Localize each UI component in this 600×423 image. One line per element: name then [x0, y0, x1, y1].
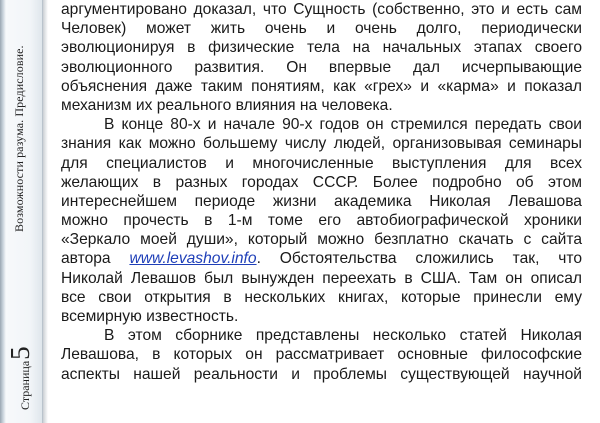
page-word: Страница — [18, 360, 32, 410]
text-line: «Зеркало моей души», который можно безплатно скачать с сайта — [61, 231, 582, 249]
body-text — [61, 0, 582, 384]
text-line-with-link — [61, 249, 582, 268]
text-line: объяснения даже таким понятиям, как «грех» и «карма» и показал — [61, 77, 582, 95]
site-link[interactable]: www.levashov.info — [129, 250, 257, 268]
text-line: Человек) может жить очень и очень долго, периодически — [61, 20, 582, 38]
text-line: желающих в разных городах СССР. Более подробно об этом — [61, 173, 582, 191]
page-number-label — [5, 346, 35, 410]
text-line: эволюционного развития. Он впервые дал исчерпывающие — [61, 58, 582, 76]
page-number: 5 — [5, 346, 35, 360]
text-line: механизм их реального влияния на человека. — [61, 96, 393, 114]
text-line: эволюционируя в физические тела на начальных этапах своего — [61, 39, 582, 57]
running-title: Возможности разума. Предисловие. — [12, 45, 26, 232]
text-line: всемирную известность. — [61, 308, 239, 325]
link-line-before: автора — [61, 250, 111, 268]
text-line: для специалистов и многочисленные выступления для всех — [61, 154, 582, 172]
sidebar-shadow — [43, 0, 48, 423]
text-line: В конце 80-х и начале 90-х годов он стремился передать свои — [104, 116, 582, 134]
text-line: можно прочесть в 1-м томе его автобиографической хроники — [61, 212, 582, 230]
text-line: интереснейшем периоде жизни академика Николая Левашова — [61, 192, 582, 210]
text-line: В этом сборнике представлены несколько статей Николая — [104, 327, 582, 345]
text-line: все свои открытия в нескольких книгах, которые принесли ему — [61, 288, 582, 306]
text-line: Николай Левашов был вынужден переехать в США. Там он описал — [61, 269, 582, 287]
text-line: Левашова, в которых он рассматривает основные философские — [61, 346, 582, 364]
link-line-after: . Обстоятельства сложились так, что — [256, 250, 582, 268]
text-line: аспекты нашей реальности и проблемы существующей научной — [61, 365, 582, 383]
text-line: знания как можно большему числу людей, организовывая семинары — [61, 135, 582, 153]
text-line: аргументировано доказал, что Сущность (собственно, это и есть сам — [61, 1, 582, 18]
